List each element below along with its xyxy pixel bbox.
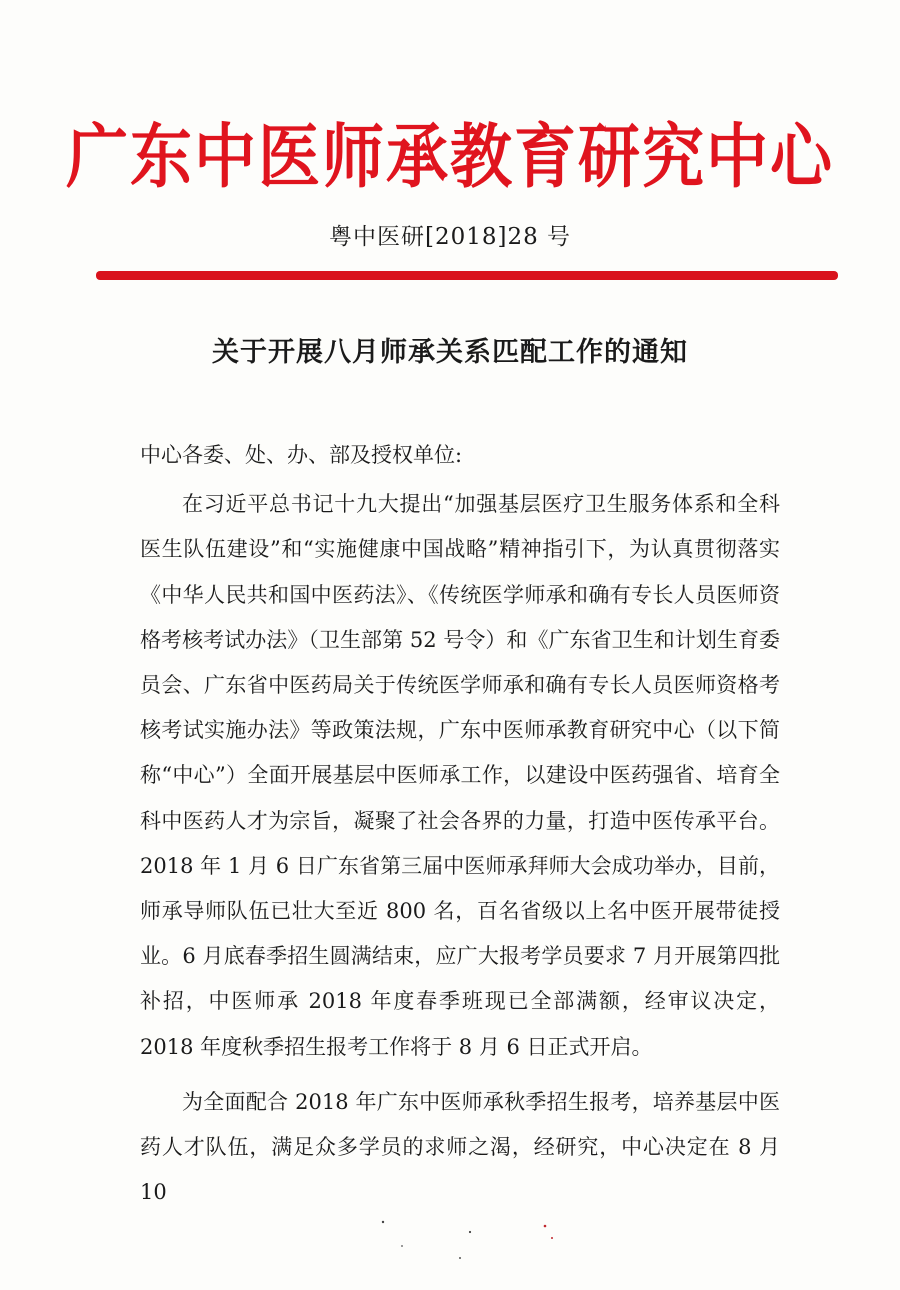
notice-title: 关于开展八月师承关系匹配工作的通知 <box>212 337 688 368</box>
organization-header: 广东中医师承教育研究中心 <box>65 115 834 198</box>
document-number: 粤中医研[2018]28 号 <box>328 224 572 250</box>
salutation: 中心各委、处、办、部及授权单位: <box>140 443 463 467</box>
body-paragraph-1: 在习近平总书记十九大提出“加强基层医疗卫生服务体系和全科医生队伍建设”和“实施健康中国战略”精神指引下，为认真贯彻落实《中华人民共和国中医药法》、《传统医学师承和确有专长人员医师资格考核考试办法》（卫生部第 52 号令）和《广东省卫生和计划生育委员会、广东省中医药局关于传统医学师承和确有专长人员医师资格考核考试实施办法》等政策法规，广东中医师承教育研究中心（以下简称“中心”）全面开展基层中医师承工作，以建设中医药强省、培育全科中医药人才为宗旨，凝聚了社会各界的力量，打造中医传承平台。2018 年 1 月 6 日广东省第三届中医师承拜师大会成功举办，目前，师承导师队伍已壮大至近 800 名，百名省级以上名中医开展带徒授业。6 月底春季招生圆满结束，应广大报考学员要求 7 月开展第四批补招，中医师承 2018 年度春季班现已全部满额，经审议决定，2018 年度秋季招生报考工作将于 8 月 6 日正式开启。 <box>140 492 780 1059</box>
body-paragraph-2: 为全面配合 2018 年广东中医师承秋季招生报考，培养基层中医药人才队伍，满足众多学员的求师之渴，经研究，中心决定在 8 月 10 <box>140 1089 780 1205</box>
